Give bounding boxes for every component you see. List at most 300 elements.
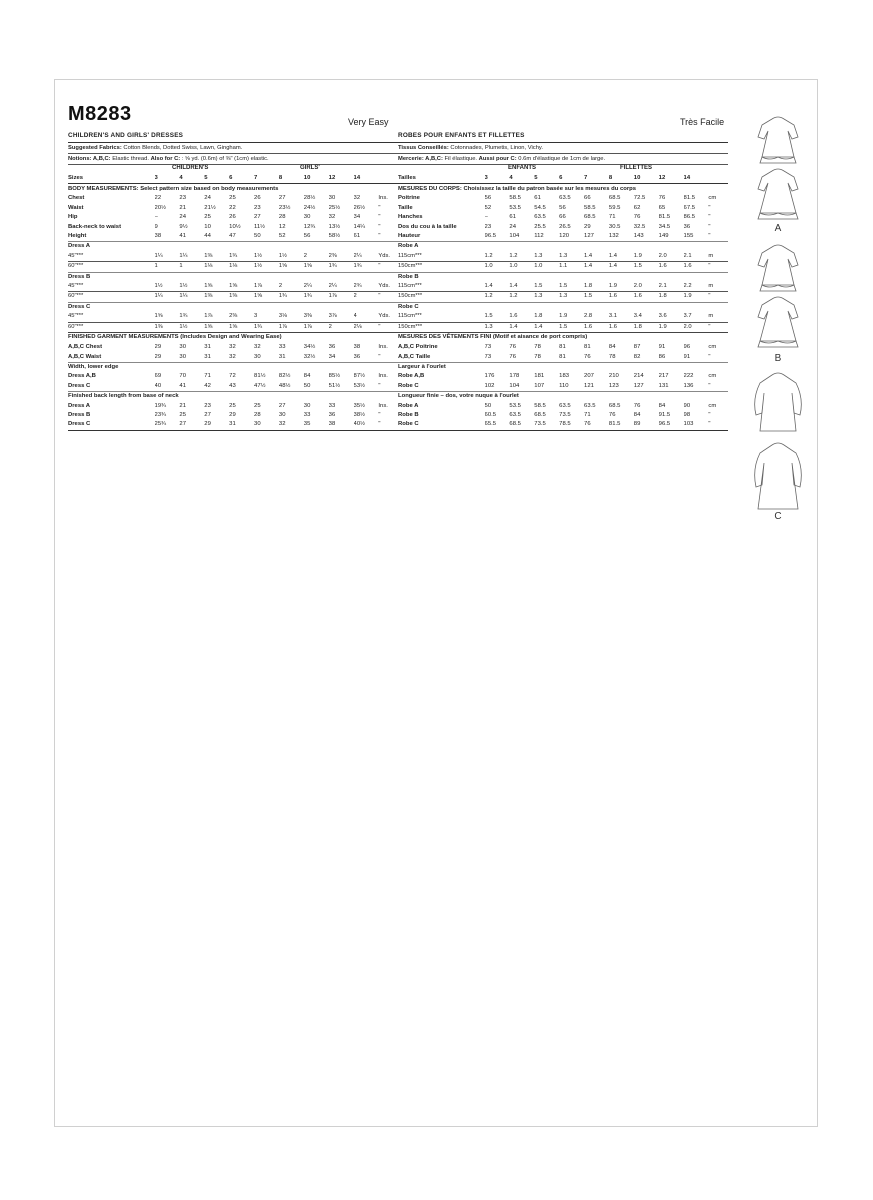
value-cell: 56 (484, 195, 492, 202)
value-cell: 1½ (254, 263, 263, 270)
value-cell: 86 (658, 353, 666, 360)
table-row (68, 252, 398, 262)
value-cell: 1.4 (534, 323, 543, 330)
unit-cell: m (708, 313, 714, 320)
value-cell: 121 (584, 382, 594, 389)
value-cell: 176 (484, 373, 495, 380)
value-cell: 26 (229, 214, 236, 221)
value-cell: 84 (608, 344, 616, 351)
value-cell: 27 (179, 420, 204, 430)
value-cell: 41 (179, 382, 186, 389)
value-cell: 67.5 (683, 204, 696, 211)
value-cell: 1½ (154, 283, 163, 290)
value-cell: 30 (303, 402, 311, 409)
value-cell: 3⅞ (328, 313, 337, 320)
table-row (398, 322, 728, 332)
value-cell: 2.0 (683, 323, 692, 330)
value-cell: 58.5 (509, 195, 521, 202)
value-cell: 35½ (353, 402, 366, 409)
value-cell: 1¾ (353, 263, 362, 270)
value-cell: 1.1 (559, 263, 568, 270)
value-cell: 1.5 (484, 313, 493, 320)
notions-fr (398, 154, 728, 165)
value-cell: 120 (559, 233, 570, 240)
value-cell: 54.5 (534, 204, 546, 211)
unit-cell: " (378, 293, 381, 300)
size-cell: 12 (659, 174, 684, 184)
value-cell: 53½ (353, 382, 366, 389)
value-cell: 30 (254, 353, 261, 360)
value-cell: 73.5 (559, 411, 571, 418)
value-cell: 3⅜ (303, 313, 312, 320)
row-label: 115cm*** (398, 313, 422, 320)
size-cell: 7 (254, 174, 279, 184)
value-cell: 31 (278, 353, 286, 360)
unit-cell: " (708, 420, 728, 430)
unit-cell: " (378, 233, 381, 240)
value-cell: 1⅝ (204, 283, 213, 290)
value-cell: – (154, 214, 158, 221)
value-cell: 1.5 (584, 293, 593, 300)
value-cell: 2⅜ (229, 313, 238, 320)
value-cell: 32 (254, 344, 261, 351)
value-cell: 1½ (179, 283, 188, 290)
value-cell: 1⅛ (229, 263, 238, 270)
row-label: 45"*** (68, 283, 84, 290)
unit-cell: " (708, 323, 711, 330)
value-cell: 86.5 (683, 214, 696, 221)
value-cell: 76 (584, 420, 609, 430)
value-cell: 1.3 (534, 252, 543, 259)
section-heading-row (398, 333, 728, 344)
value-cell: 1¾ (229, 252, 238, 259)
value-cell: 214 (633, 373, 644, 380)
row-label: 115cm*** (398, 252, 422, 259)
value-cell: 24 (179, 214, 186, 221)
value-cell: 2¼ (303, 283, 312, 290)
value-cell: 1.5 (559, 323, 568, 330)
value-cell: 2 (328, 323, 332, 330)
value-cell: 68.5 (584, 214, 596, 221)
row-label: Chest (68, 195, 85, 202)
value-cell: 2 (303, 252, 308, 259)
value-cell: 104 (509, 233, 520, 240)
size-cell: 3 (155, 174, 180, 184)
value-cell: 14¼ (353, 223, 366, 230)
value-cell: 38 (154, 233, 162, 240)
notions-label-2: Also for C: (150, 156, 182, 162)
value-cell: 63.5 (559, 402, 571, 409)
value-cell: 1.2 (509, 252, 518, 259)
table-row (68, 292, 398, 302)
value-cell: 76 (608, 411, 616, 418)
value-cell: 1.0 (534, 263, 543, 270)
group-heading-row (68, 272, 398, 282)
value-cell: 98 (683, 411, 691, 418)
group-heading-row (398, 362, 728, 372)
value-cell: 50 (254, 233, 261, 240)
row-label: Hauteur (398, 233, 421, 240)
value-cell: 1 (154, 263, 158, 270)
notions-value-2: 0.6m d'élastique de 1cm de large. (518, 156, 606, 162)
value-cell: 85½ (328, 373, 341, 380)
value-cell: 1.8 (658, 293, 667, 300)
size-cell: 4 (509, 174, 534, 184)
value-cell: 33 (303, 411, 311, 418)
value-cell: 25¾ (155, 420, 180, 430)
value-cell: 81½ (254, 373, 266, 380)
value-cell: 50 (484, 402, 492, 409)
value-cell: 23 (179, 195, 186, 202)
size-cell: 5 (204, 174, 229, 184)
value-cell: 1.4 (484, 283, 493, 290)
sizes-label: Sizes (68, 174, 155, 184)
unit-cell: Ins. (378, 344, 388, 351)
value-cell: 81.5 (658, 214, 671, 221)
table-row (68, 402, 398, 411)
table-row (398, 343, 728, 352)
english-column (68, 111, 398, 431)
value-cell: 90 (683, 402, 691, 409)
value-cell: 123 (608, 382, 619, 389)
value-cell: 21 (179, 204, 186, 211)
value-cell: 1½ (278, 252, 287, 259)
value-cell: 107 (534, 382, 545, 389)
value-cell: 20½ (154, 204, 167, 211)
value-cell: 1⅝ (204, 323, 213, 330)
value-cell: 42 (204, 382, 211, 389)
value-cell: 36 (353, 353, 361, 360)
heading-cell: Robe B (398, 272, 728, 282)
value-cell: 1¼ (179, 293, 188, 300)
value-cell: 31 (229, 420, 254, 430)
table-row (398, 213, 728, 222)
value-cell: 32 (279, 420, 304, 430)
value-cell: 1.2 (509, 293, 518, 300)
table-row (398, 282, 728, 292)
value-cell: 1¼ (154, 252, 163, 259)
value-cell: 62 (633, 204, 641, 211)
value-cell: 10½ (229, 223, 241, 230)
value-cell: 23¾ (154, 411, 167, 418)
unit-cell: " (378, 353, 381, 360)
value-cell: 1.3 (484, 323, 493, 330)
value-cell: 36 (683, 223, 691, 230)
table-row (68, 282, 398, 292)
notions-value-2: : ⅝ yd. (0.6m) of ⅜" (1cm) elastic. (181, 156, 269, 162)
value-cell: 48½ (278, 382, 291, 389)
value-cell: 96.5 (484, 233, 497, 240)
value-cell: 155 (683, 233, 694, 240)
value-cell: 76 (633, 214, 641, 221)
value-cell: 131 (658, 382, 669, 389)
value-cell: 181 (534, 373, 545, 380)
value-cell: 1.4 (509, 283, 518, 290)
row-label: 60"*** (68, 323, 84, 330)
value-cell: 30 (328, 195, 336, 202)
table-row (68, 372, 398, 381)
illustration-label-c: C (774, 511, 782, 522)
table-row (398, 420, 728, 430)
value-cell: 63.5 (509, 411, 521, 418)
value-cell: 127 (584, 233, 594, 240)
value-cell: 207 (584, 373, 594, 380)
sizes-label: Tailles (398, 174, 485, 184)
value-cell: 23½ (278, 204, 291, 211)
heading-cell: Dress C (68, 302, 398, 312)
value-cell: 84 (303, 373, 311, 380)
unit-cell: " (378, 214, 381, 221)
value-cell: 127 (633, 382, 644, 389)
size-cell: 14 (354, 174, 379, 184)
table-row (398, 372, 728, 381)
value-cell: 26.5 (559, 223, 571, 230)
value-cell: 1.5 (559, 283, 568, 290)
value-cell: 1¾ (254, 323, 263, 330)
unit-cell: " (708, 411, 711, 418)
value-cell: 1.6 (658, 263, 667, 270)
value-cell: 1.0 (509, 263, 518, 270)
value-cell: 25½ (328, 204, 341, 211)
value-cell: 1.9 (608, 283, 617, 290)
value-cell: 1.5 (534, 283, 543, 290)
value-cell: 58.5 (534, 402, 546, 409)
value-cell: 32 (328, 214, 336, 221)
unit-cell: Ins. (378, 402, 388, 409)
value-cell: 23 (484, 223, 492, 230)
unit-cell: " (378, 263, 381, 270)
value-cell: 1.6 (509, 313, 518, 320)
value-cell: 19¾ (154, 402, 167, 409)
french-column (398, 111, 728, 431)
value-cell: 1⅛ (204, 263, 213, 270)
value-cell: 50 (303, 382, 311, 389)
value-cell: 1⅞ (204, 313, 213, 320)
table-row (398, 402, 728, 411)
unit-cell: " (378, 382, 381, 389)
value-cell: 1.4 (608, 263, 617, 270)
table-row (398, 252, 728, 262)
value-cell: 60.5 (484, 411, 497, 418)
table-row (398, 382, 728, 392)
value-cell: 27 (278, 195, 286, 202)
value-cell: 91 (683, 353, 691, 360)
value-cell: 34 (328, 353, 336, 360)
value-cell: 32½ (303, 353, 316, 360)
value-cell: 91.5 (658, 411, 671, 418)
value-cell: – (484, 214, 488, 221)
value-cell: 1⅜ (204, 252, 213, 259)
value-cell: 21½ (204, 204, 216, 211)
heading-cell: FINISHED GARMENT MEASUREMENTS (Includes Design and Wearing Ease) (68, 333, 398, 344)
value-cell: 30 (179, 353, 186, 360)
table-row (398, 292, 728, 302)
value-cell: 29 (584, 223, 591, 230)
unit-cell: " (708, 204, 711, 211)
value-cell: 1⅝ (154, 313, 163, 320)
value-cell: 1¼ (179, 252, 188, 259)
unit-cell: " (378, 204, 381, 211)
row-label: Hip (68, 214, 78, 221)
value-cell: 38½ (353, 411, 366, 418)
value-cell: 1.4 (509, 323, 518, 330)
unit-cell: " (378, 420, 398, 430)
value-cell: 43 (229, 382, 236, 389)
value-cell: 27 (278, 402, 286, 409)
value-cell: 12¾ (303, 223, 316, 230)
row-label: Back-neck to waist (68, 223, 122, 230)
value-cell: 82 (633, 353, 641, 360)
value-cell: 65.5 (485, 420, 510, 430)
value-cell: 1¾ (278, 293, 287, 300)
value-cell: 61 (353, 233, 361, 240)
value-cell: 66 (559, 214, 566, 221)
value-cell: 78.5 (559, 420, 584, 430)
value-cell: 32 (353, 195, 361, 202)
illustration-label-b: B (774, 353, 782, 364)
value-cell: 24½ (303, 204, 316, 211)
size-cell: 14 (684, 174, 709, 184)
value-cell: 3⅛ (278, 313, 287, 320)
value-cell: 81.5 (609, 420, 634, 430)
value-cell: 1.9 (683, 293, 692, 300)
value-cell: 41 (179, 233, 186, 240)
heading-cell: Robe A (398, 242, 728, 252)
size-cell: 10 (304, 174, 329, 184)
value-cell: 1⅝ (229, 283, 238, 290)
value-cell: 30 (254, 420, 279, 430)
value-cell: 1¾ (303, 293, 312, 300)
value-cell: 1.8 (534, 313, 543, 320)
value-cell: 28 (254, 411, 261, 418)
value-cell: 21 (179, 402, 186, 409)
heading-cell: Robe C (398, 302, 728, 312)
unit-cell: Ins. (378, 195, 388, 202)
row-label: Dress A (68, 402, 91, 409)
value-cell: 1.2 (484, 293, 493, 300)
value-cell: 1⅝ (303, 263, 312, 270)
value-cell: 33 (328, 402, 336, 409)
value-cell: 2.1 (658, 283, 667, 290)
group-heading-row (68, 242, 398, 252)
unit-cell: " (708, 293, 711, 300)
value-cell: 143 (633, 233, 644, 240)
value-cell: 2¼ (353, 252, 362, 259)
value-cell: 112 (534, 233, 544, 240)
title-en: CHILDREN'S AND GIRLS' DRESSES (68, 132, 398, 143)
value-cell: 2.0 (633, 283, 642, 290)
value-cell: 76 (509, 353, 516, 360)
value-cell: 1.8 (633, 323, 642, 330)
size-groups-en (68, 165, 398, 174)
group-heading-row (398, 392, 728, 402)
value-cell: 10 (204, 223, 211, 230)
value-cell: 25 (179, 411, 186, 418)
value-cell: 40 (154, 382, 162, 389)
value-cell: 29 (154, 353, 162, 360)
row-label: Dress C (68, 382, 91, 389)
row-label: A,B,C Chest (68, 344, 103, 351)
value-cell: 78 (608, 353, 616, 360)
unit-cell (708, 174, 728, 184)
value-cell: 89 (634, 420, 659, 430)
value-cell: 44 (204, 233, 211, 240)
value-cell: 71 (584, 411, 591, 418)
table-row (68, 223, 398, 232)
row-label: Height (68, 233, 87, 240)
unit-cell: " (378, 411, 381, 418)
value-cell: 22 (229, 204, 236, 211)
row-label: Robe B (398, 411, 419, 418)
value-cell: 210 (608, 373, 619, 380)
row-label: 60"*** (68, 293, 84, 300)
value-cell: 1.4 (608, 252, 617, 259)
measurements-table-fr (398, 174, 728, 431)
value-cell: 103 (684, 420, 709, 430)
dress-c-illustration (748, 369, 808, 519)
table-row (398, 312, 728, 322)
value-cell: 31 (204, 353, 211, 360)
unit-cell: m (708, 283, 714, 290)
value-cell: 69 (154, 373, 162, 380)
table-row (68, 343, 398, 352)
value-cell: 183 (559, 373, 570, 380)
group-heading-row (398, 242, 728, 252)
value-cell: 1¾ (328, 263, 337, 270)
value-cell: 36 (328, 344, 336, 351)
value-cell: 35 (304, 420, 329, 430)
value-cell: 132 (608, 233, 619, 240)
sizes-row (398, 174, 728, 184)
value-cell: 1.3 (559, 293, 568, 300)
unit-cell: cm (708, 195, 717, 202)
value-cell: 1.6 (608, 293, 617, 300)
value-cell: 3.4 (633, 313, 642, 320)
value-cell: 72.5 (633, 195, 646, 202)
heading-cell: Longueur finie – dos, votre nuque à l'ourlet (398, 392, 728, 402)
unit-cell: " (708, 233, 711, 240)
value-cell: 2⅛ (353, 323, 362, 330)
row-label: 150cm*** (398, 263, 423, 270)
table-row (68, 420, 398, 430)
value-cell: 73 (484, 353, 492, 360)
table-row (68, 322, 398, 332)
size-cell: 7 (584, 174, 609, 184)
value-cell: 40½ (354, 420, 379, 430)
group-label-girls: GIRLS' (300, 165, 320, 171)
heading-cell: MESURES DES VÊTEMENTS FINI (Motif et aisance de port compris) (398, 333, 728, 344)
value-cell: 33 (278, 344, 286, 351)
heading-cell: Dress A (68, 242, 398, 252)
row-label: Taille (398, 204, 413, 211)
value-cell: 1⅞ (328, 293, 337, 300)
section-heading-row (68, 184, 398, 195)
value-cell: 3 (254, 313, 258, 320)
value-cell: 23 (254, 204, 261, 211)
value-cell: 217 (658, 373, 669, 380)
value-cell: 27 (254, 214, 261, 221)
value-cell: 1.8 (584, 283, 593, 290)
value-cell: 73.5 (534, 420, 559, 430)
value-cell: 24 (204, 195, 211, 202)
value-cell: 1.4 (584, 263, 593, 270)
value-cell: 13½ (328, 223, 341, 230)
table-row (68, 353, 398, 363)
fabrics-fr (398, 143, 728, 154)
unit-cell: " (708, 214, 711, 221)
dress-illustrations (748, 113, 808, 533)
value-cell: 59.5 (608, 204, 621, 211)
